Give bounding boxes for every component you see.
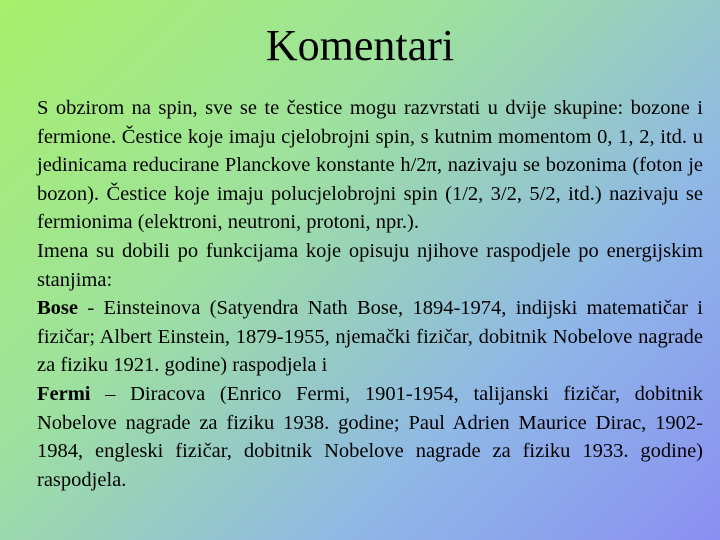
paragraph-spin-classification: S obzirom na spin, sve se te čestice mogu razvrstati u dvije skupine: bozone i fermione. Čestice koje imaju cjelobrojni spin, s kutnim momentom 0, 1, 2, itd. u jedinicama reducirane Planckove konstante h/2π, nazivaju se bozonima (foton je bozon). Čestice koje imaju polucjelobrojni spin (1/2, 3/2, 5/2, itd.) nazivaju se fermionima (elektroni, neutroni, protoni, npr.). [37,97,703,234]
slide-body [37,94,703,494]
paragraph-naming: Imena su dobili po funkcijama koje opisuju njihove raspodjele po energijskim stanjima: [37,239,703,291]
fermi-name: Fermi [37,382,91,405]
fermi-dirac-text: – Diracova (Enrico Fermi, 1901-1954, talijanski fizičar, dobitnik Nobelove nagrade za fiziku 1938. godine; Paul Adrien Maurice Dirac, 1902-1984, engleski fizičar, dobitnik Nobelove nagrade za fiziku 1933. godine) raspodjela. [37,382,703,491]
bose-einstein-text: - Einsteinova (Satyendra Nath Bose, 1894-1974, indijski matematičar i fizičar; Albert Einstein, 1879-1955, njemački fizičar, dobitnik Nobelove nagrade za fiziku 1921. godine) raspodjela i [37,297,703,377]
paragraph-bose-einstein [37,294,703,380]
paragraph-fermi-dirac [37,380,703,494]
slide-title: Komentari [265,21,455,70]
bose-name: Bose [37,297,78,320]
